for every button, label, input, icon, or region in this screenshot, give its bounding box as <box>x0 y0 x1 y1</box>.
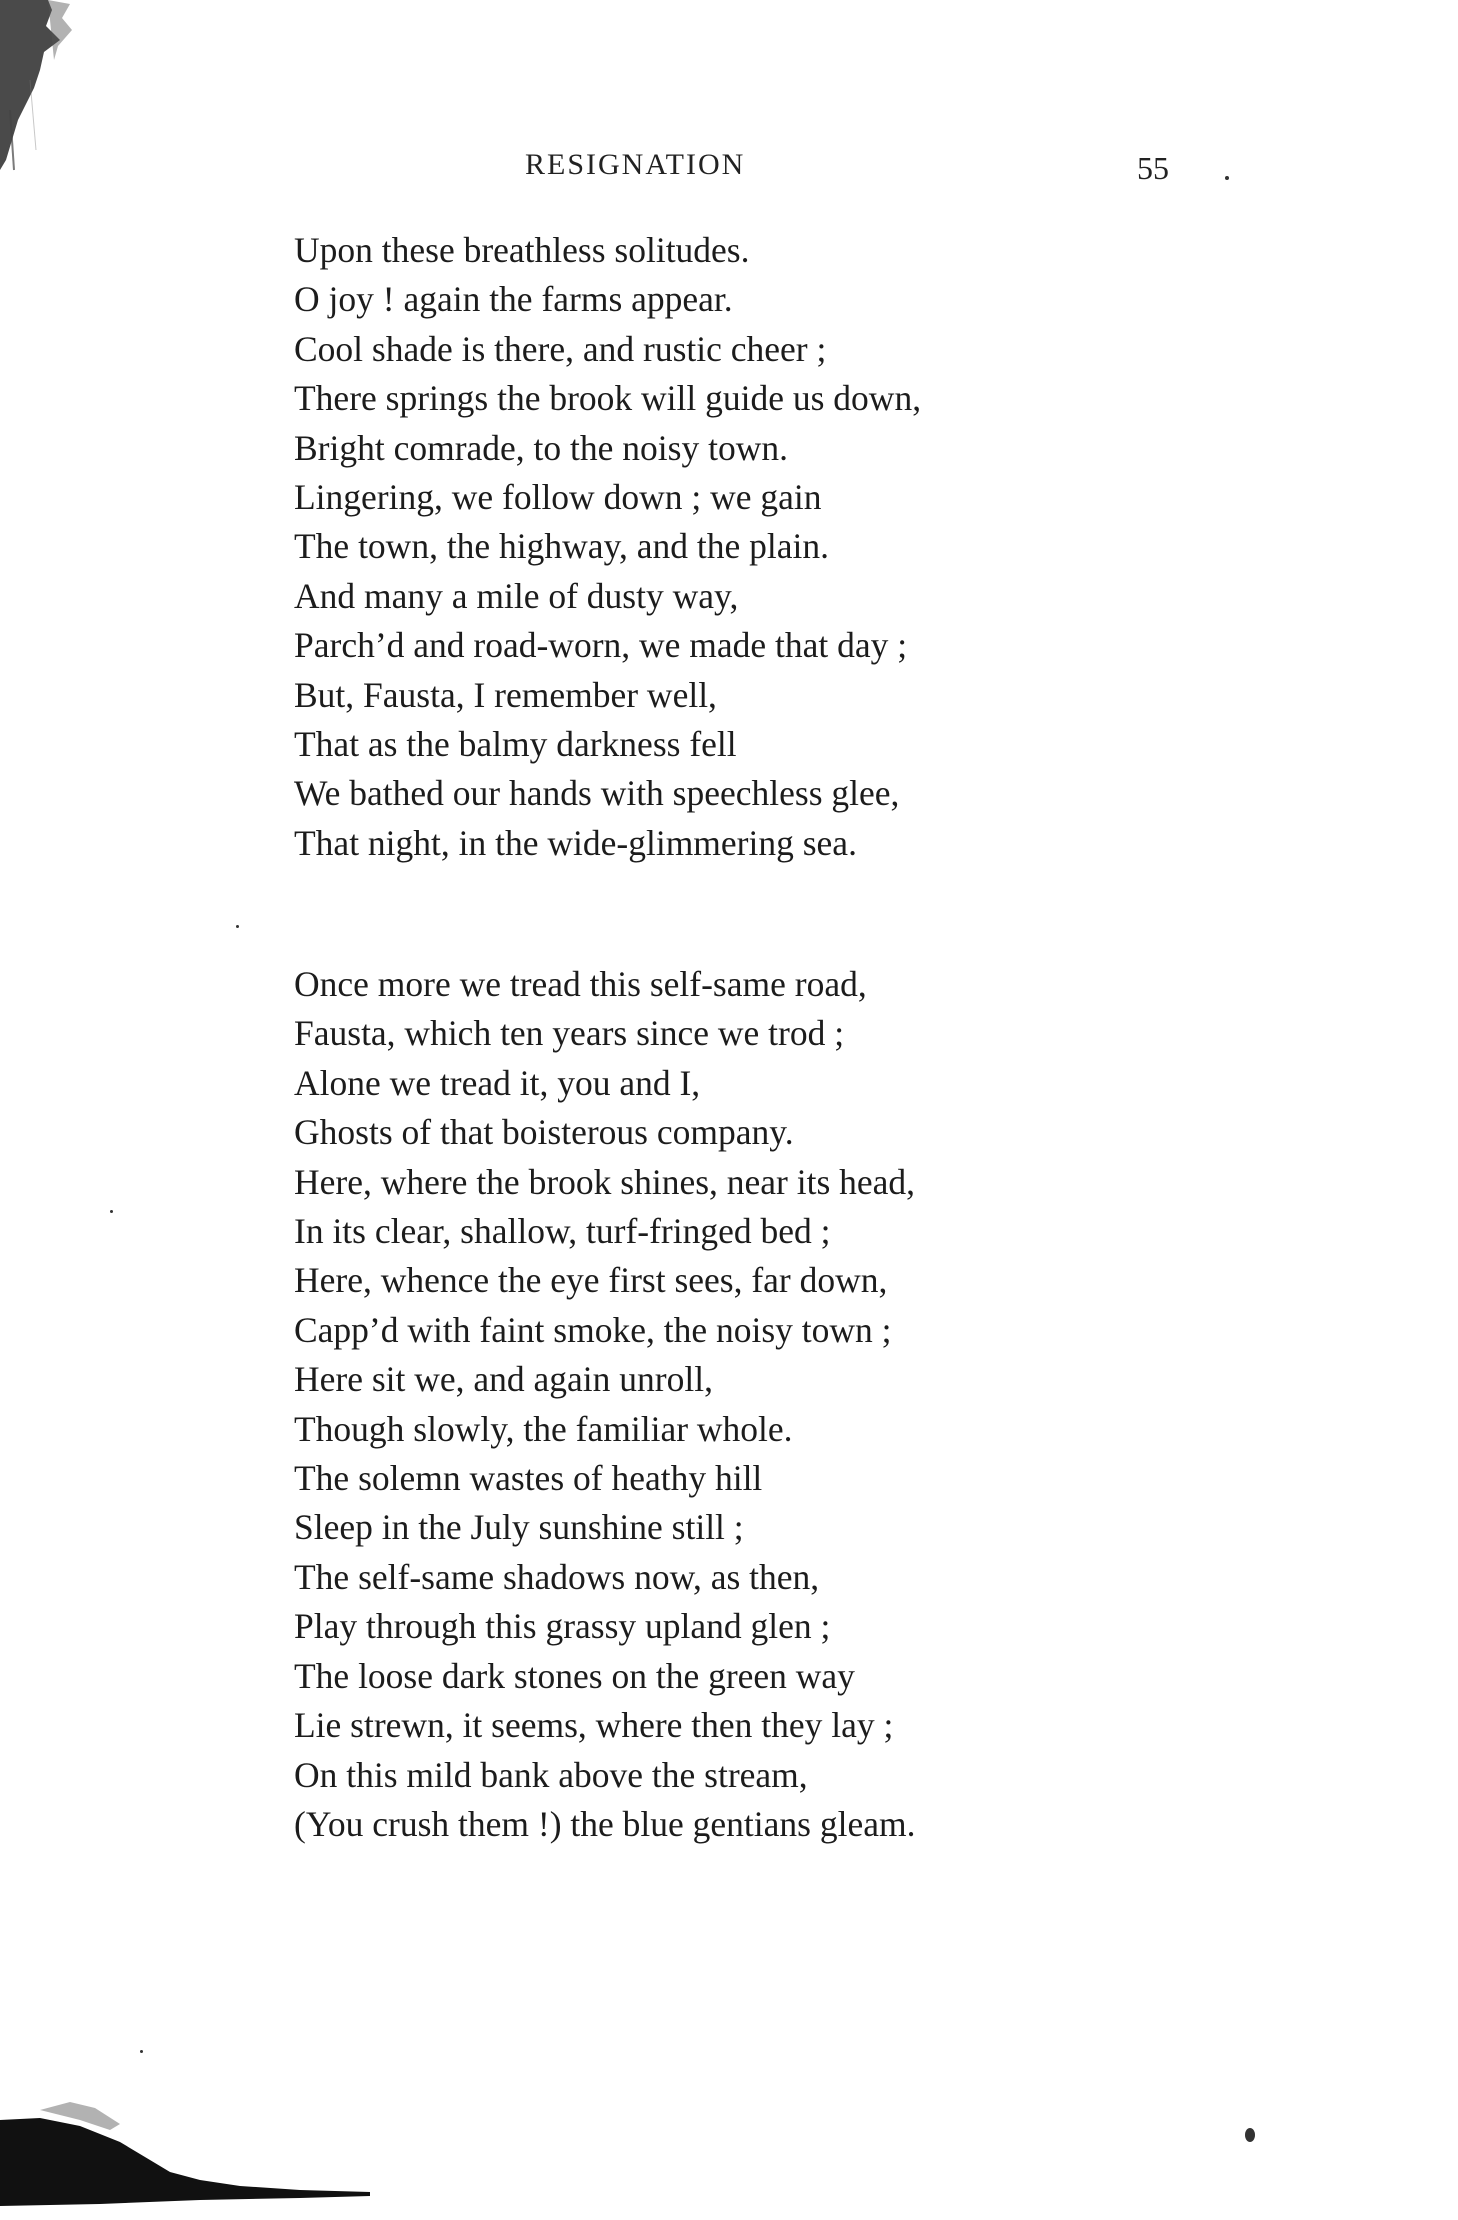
speck-mark <box>110 1210 113 1213</box>
poem-line: Here, whence the eye first sees, far down, <box>294 1260 888 1301</box>
page-number: 55 <box>1137 150 1169 186</box>
running-head <box>0 148 1458 188</box>
poem-line: Here sit we, and again unroll, <box>294 1359 713 1400</box>
poem-line: Parch’d and road-worn, we made that day ; <box>294 625 908 666</box>
poem-line: Lingering, we follow down ; we gain <box>294 477 822 518</box>
speck-mark <box>1245 2128 1255 2142</box>
poem-line: But, Fausta, I remember well, <box>294 674 717 715</box>
poem-line: (You crush them !) the blue gentians gleam. <box>294 1803 916 1844</box>
poem-line: Bright comrade, to the noisy town. <box>294 427 788 468</box>
poem-line: Sleep in the July sunshine still ; <box>294 1507 744 1548</box>
poem-line: On this mild bank above the stream, <box>294 1754 808 1795</box>
poem-line: There springs the brook will guide us down, <box>294 378 922 419</box>
poem-line: Lie strewn, it seems, where then they lay ; <box>294 1705 894 1746</box>
running-title: RESIGNATION <box>525 148 746 181</box>
speck-mark <box>140 2050 143 2053</box>
poem-line: O joy ! again the farms appear. <box>294 279 733 320</box>
poem-line: The loose dark stones on the green way <box>294 1655 855 1696</box>
poem-line: That as the balmy darkness fell <box>294 724 737 765</box>
poem-line: And many a mile of dusty way, <box>294 575 739 616</box>
poem-line: Upon these breathless solitudes. <box>294 230 750 270</box>
poem-line: Cool shade is there, and rustic cheer ; <box>294 328 827 369</box>
poem-line: Capp’d with faint smoke, the noisy town ; <box>294 1309 892 1350</box>
scan-bleed-mark-bottom <box>0 2080 380 2220</box>
poem-line: Alone we tread it, you and I, <box>294 1062 701 1103</box>
poem-line: We bathed our hands with speechless glee, <box>294 773 900 814</box>
poem-line: In its clear, shallow, turf-fringed bed ; <box>294 1211 831 1252</box>
poem-stanza <box>294 226 921 868</box>
poem-line: Here, where the brook shines, near its head, <box>294 1161 916 1202</box>
poem-line: The self-same shadows now, as then, <box>294 1556 820 1597</box>
poem-line: Once more we tread this self-same road, <box>294 964 867 1004</box>
speck-mark <box>236 925 239 928</box>
poem-line: Fausta, which ten years since we trod ; <box>294 1013 845 1054</box>
poem-line: The solemn wastes of heathy hill <box>294 1458 763 1499</box>
poem-line: Play through this grassy upland glen ; <box>294 1606 831 1647</box>
poem-line: Ghosts of that boisterous company. <box>294 1112 794 1153</box>
poem-line: The town, the highway, and the plain. <box>294 526 829 567</box>
poem-line: Though slowly, the familiar whole. <box>294 1408 793 1449</box>
poem-line: That night, in the wide-glimmering sea. <box>294 822 857 863</box>
poem-stanza <box>294 960 915 1849</box>
